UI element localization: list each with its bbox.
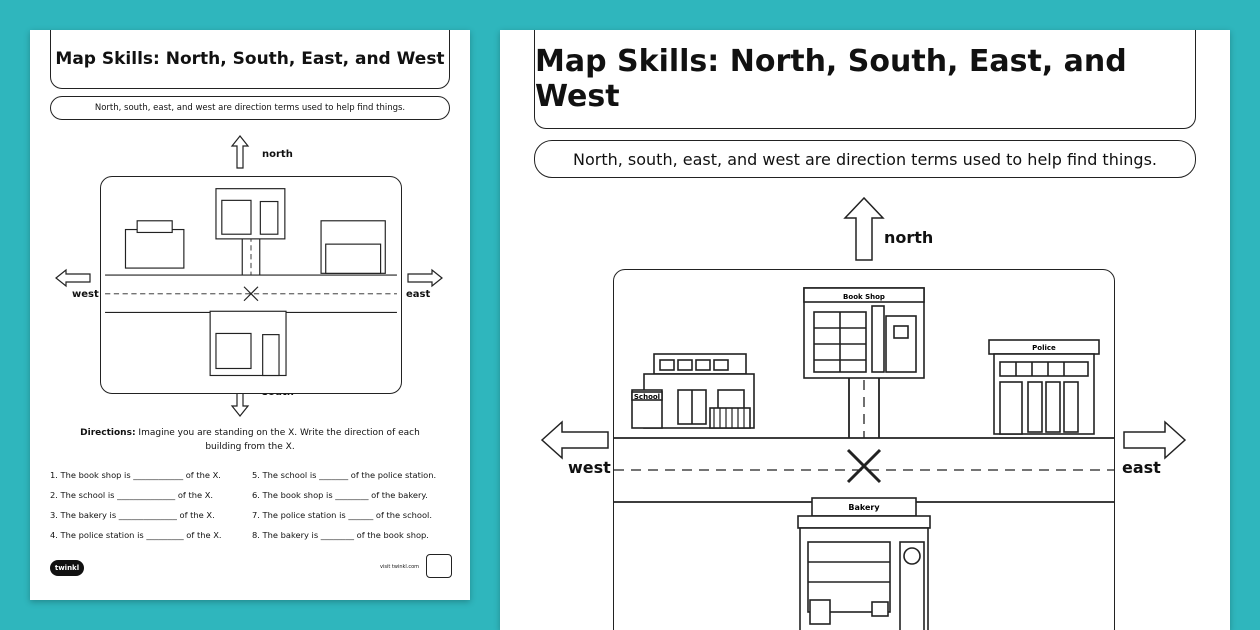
- town-map: [100, 176, 402, 394]
- question-7: 7. The police station is ______ of the school.: [252, 510, 432, 520]
- west-arrow-icon: [56, 270, 90, 286]
- book-shop-sign: Book Shop: [843, 293, 885, 301]
- west-arrow-icon: [542, 422, 608, 458]
- police-building: [989, 340, 1099, 434]
- bakery-building: [798, 498, 930, 630]
- worksheet-preview-left: [30, 30, 470, 600]
- site-url: visit twinkl.com: [380, 564, 420, 570]
- school-sign: School: [633, 393, 661, 401]
- question-3: 3. The bakery is ______________ of the X.: [50, 510, 215, 520]
- directions-body: Imagine you are standing on the X. Write the direction of each building from the X.: [138, 428, 420, 452]
- west-label-large: west: [568, 458, 611, 477]
- east-arrow-icon: [1124, 422, 1185, 458]
- north-label: north: [262, 149, 293, 160]
- east-arrow-icon: [408, 270, 442, 286]
- worksheet-title: Map Skills: North, South, East, and West: [50, 30, 450, 89]
- book-shop-building: [804, 288, 924, 378]
- question-4: 4. The police station is _________ of the X.: [50, 530, 222, 540]
- worksheet-title-large: Map Skills: North, South, East, and West: [534, 30, 1196, 129]
- twinkl-logo: twinkl: [50, 560, 84, 576]
- west-label: west: [72, 289, 99, 300]
- bakery-sign: Bakery: [848, 503, 880, 512]
- map-drawing: [101, 177, 401, 393]
- question-6: 6. The book shop is ________ of the bakery.: [252, 490, 428, 500]
- school-building: [632, 354, 754, 428]
- town-map-large: [613, 269, 1115, 630]
- worksheet-preview-right: [500, 30, 1230, 630]
- directions-heading: Directions:: [80, 428, 136, 438]
- question-1: 1. The book shop is ____________ of the X.: [50, 470, 221, 480]
- north-label-large: north: [884, 228, 934, 247]
- map-drawing-large: [614, 270, 1114, 630]
- directions-instructions: [80, 426, 420, 454]
- east-label: east: [406, 289, 431, 300]
- quality-badge-icon: [426, 554, 452, 578]
- north-arrow-icon: [845, 198, 883, 260]
- question-8: 8. The bakery is ________ of the book shop.: [252, 530, 429, 540]
- police-sign: Police: [1032, 344, 1056, 352]
- intro-text: North, south, east, and west are direction terms used to help find things.: [50, 96, 450, 120]
- east-label-large: east: [1122, 458, 1161, 477]
- question-2: 2. The school is ______________ of the X.: [50, 490, 214, 500]
- question-5: 5. The school is _______ of the police station.: [252, 470, 437, 480]
- north-arrow-icon: [232, 136, 248, 168]
- intro-text-large: North, south, east, and west are direction terms used to help find things.: [534, 140, 1196, 178]
